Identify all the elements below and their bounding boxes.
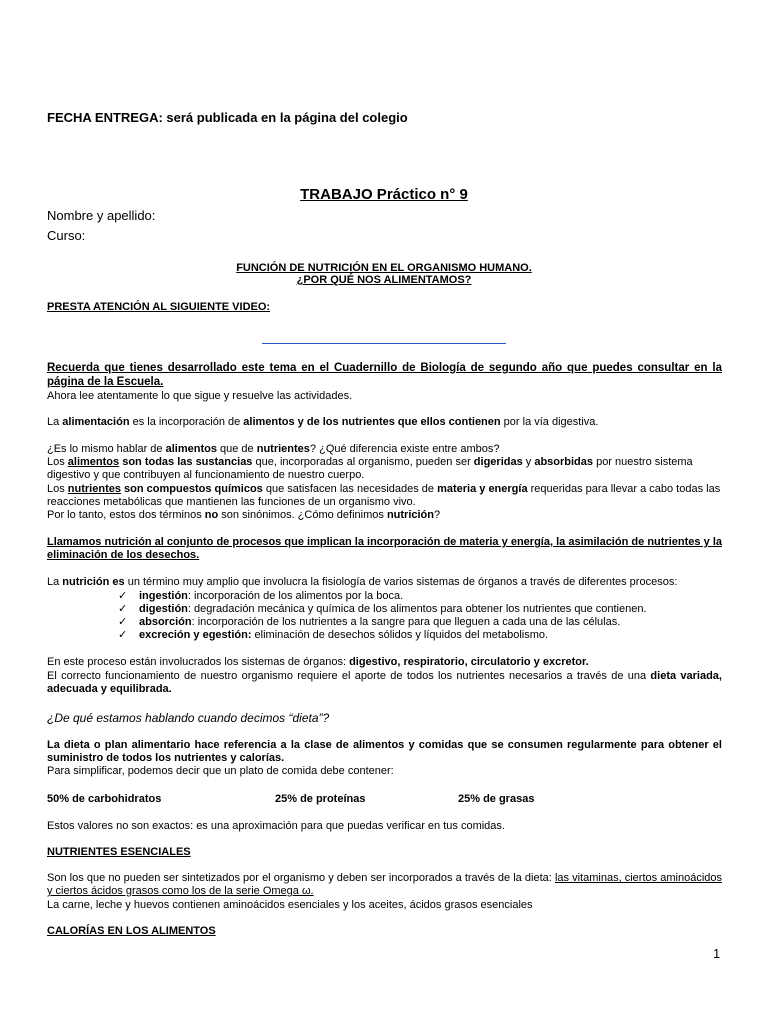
percentage-proteinas: 25% de proteínas (275, 793, 366, 805)
subtitle-line-1: FUNCIÓN DE NUTRICIÓN EN EL ORGANISMO HUMANO. (236, 262, 532, 274)
nombre-label: Nombre y apellido: (47, 208, 156, 223)
alimentos-paragraph: Los alimentos son todas las sustancias que, incorporadas al organismo, pueden ser digeridas y absorbidas por nuestro sistema digestivo y que contribuyen al funcionamiento de nuestro cuerpo. (47, 456, 693, 481)
simplificar-text: Para simplificar, podemos decir que un plato de comida debe contener: (47, 765, 394, 777)
valores-text: Estos valores no son exactos: es una aproximación para que puedas verificar en tus comidas. (47, 820, 505, 832)
subtitle-line-2: ¿POR QUÉ NOS ALIMENTAMOS? (296, 274, 472, 286)
page-number: 1 (713, 946, 721, 961)
percentage-grasas: 25% de grasas (458, 793, 535, 805)
check-icon: ✓ (118, 629, 128, 641)
video-heading: PRESTA ATENCIÓN AL SIGUIENTE VIDEO: (47, 301, 271, 313)
percentage-carbohidratos: 50% de carbohidratos (47, 793, 162, 805)
page-title: TRABAJO Práctico n° 9 (300, 186, 468, 203)
nutricion-paragraph: La nutrición es un término muy amplio que involucra la fisiología de varios sistemas de órganos a través de diferentes procesos: (47, 576, 678, 588)
process-item: absorción: incorporación de los nutrientes a la sangre para que lleguen a cada una de las células. (139, 616, 621, 628)
pregunta-paragraph: ¿Es lo mismo hablar de alimentos que de nutrientes? ¿Qué diferencia existe entre ambos? (47, 443, 500, 455)
check-icon: ✓ (118, 603, 128, 615)
dieta-question: ¿De qué estamos hablando cuando decimos “dieta”? (47, 711, 330, 725)
process-item: excreción y egestión: eliminación de desechos sólidos y líquidos del metabolismo. (139, 629, 549, 641)
esenciales-paragraph: Son los que no pueden ser sintetizados por el organismo y deben ser incorporados a través de la dieta: las vitaminas, ciertos aminoácidos y ciertos ácidos grasos como los de la serie Omega ω. (47, 872, 722, 897)
carne-text: La carne, leche y huevos contienen aminoácidos esenciales y los aceites, ácidos grasos esenciales (47, 899, 533, 911)
dieta-definition: La dieta o plan alimentario hace referencia a la clase de alimentos y comidas que se consumen regularmente para obtener el suministro de todos los nutrientes y calorías. (47, 739, 722, 764)
esenciales-heading: NUTRIENTES ESENCIALES (47, 846, 191, 858)
check-icon: ✓ (118, 616, 128, 628)
alimentacion-paragraph: La alimentación es la incorporación de alimentos y de los nutrientes que ellos contienen por la vía digestiva. (47, 416, 599, 428)
calorias-heading: CALORÍAS EN LOS ALIMENTOS (47, 925, 216, 937)
process-item: digestión: degradación mecánica y química de los alimentos para obtener los nutrientes que contienen. (139, 603, 647, 615)
ahora-text: Ahora lee atentamente lo que sigue y resuelve las actividades. (47, 390, 353, 402)
video-link[interactable] (262, 343, 506, 344)
recuerda-paragraph: Recuerda que tienes desarrollado este tema en el Cuadernillo de Biología de segundo año que puedes consultar en la página de la Escuela. (47, 362, 722, 388)
correcto-paragraph: El correcto funcionamiento de nuestro organismo requiere el aporte de todos los nutrientes necesarios a través de una dieta variada, adecuada y equilibrada. (47, 670, 722, 695)
curso-label: Curso: (47, 228, 86, 243)
sistemas-paragraph: En este proceso están involucrados los sistemas de órganos: digestivo, respiratorio, circulatorio y excretor. (47, 656, 589, 668)
check-icon: ✓ (118, 590, 128, 602)
porlotanto-paragraph: Por lo tanto, estos dos términos no son sinónimos. ¿Cómo definimos nutrición? (47, 509, 441, 521)
process-item: ingestión: incorporación de los alimentos por la boca. (139, 590, 404, 602)
nutrientes-paragraph: Los nutrientes son compuestos químicos que satisfacen las necesidades de materia y energía requeridas para llevar a cabo todas las reacciones metabólicas que mantienen las funciones de un organismo vivo. (47, 483, 721, 508)
llamamos-paragraph: Llamamos nutrición al conjunto de procesos que implican la incorporación de materia y energía, la asimilación de nutrientes y la eliminación de los desechos. (47, 536, 722, 561)
fecha-entrega: FECHA ENTREGA: será publicada en la página del colegio (47, 110, 408, 125)
